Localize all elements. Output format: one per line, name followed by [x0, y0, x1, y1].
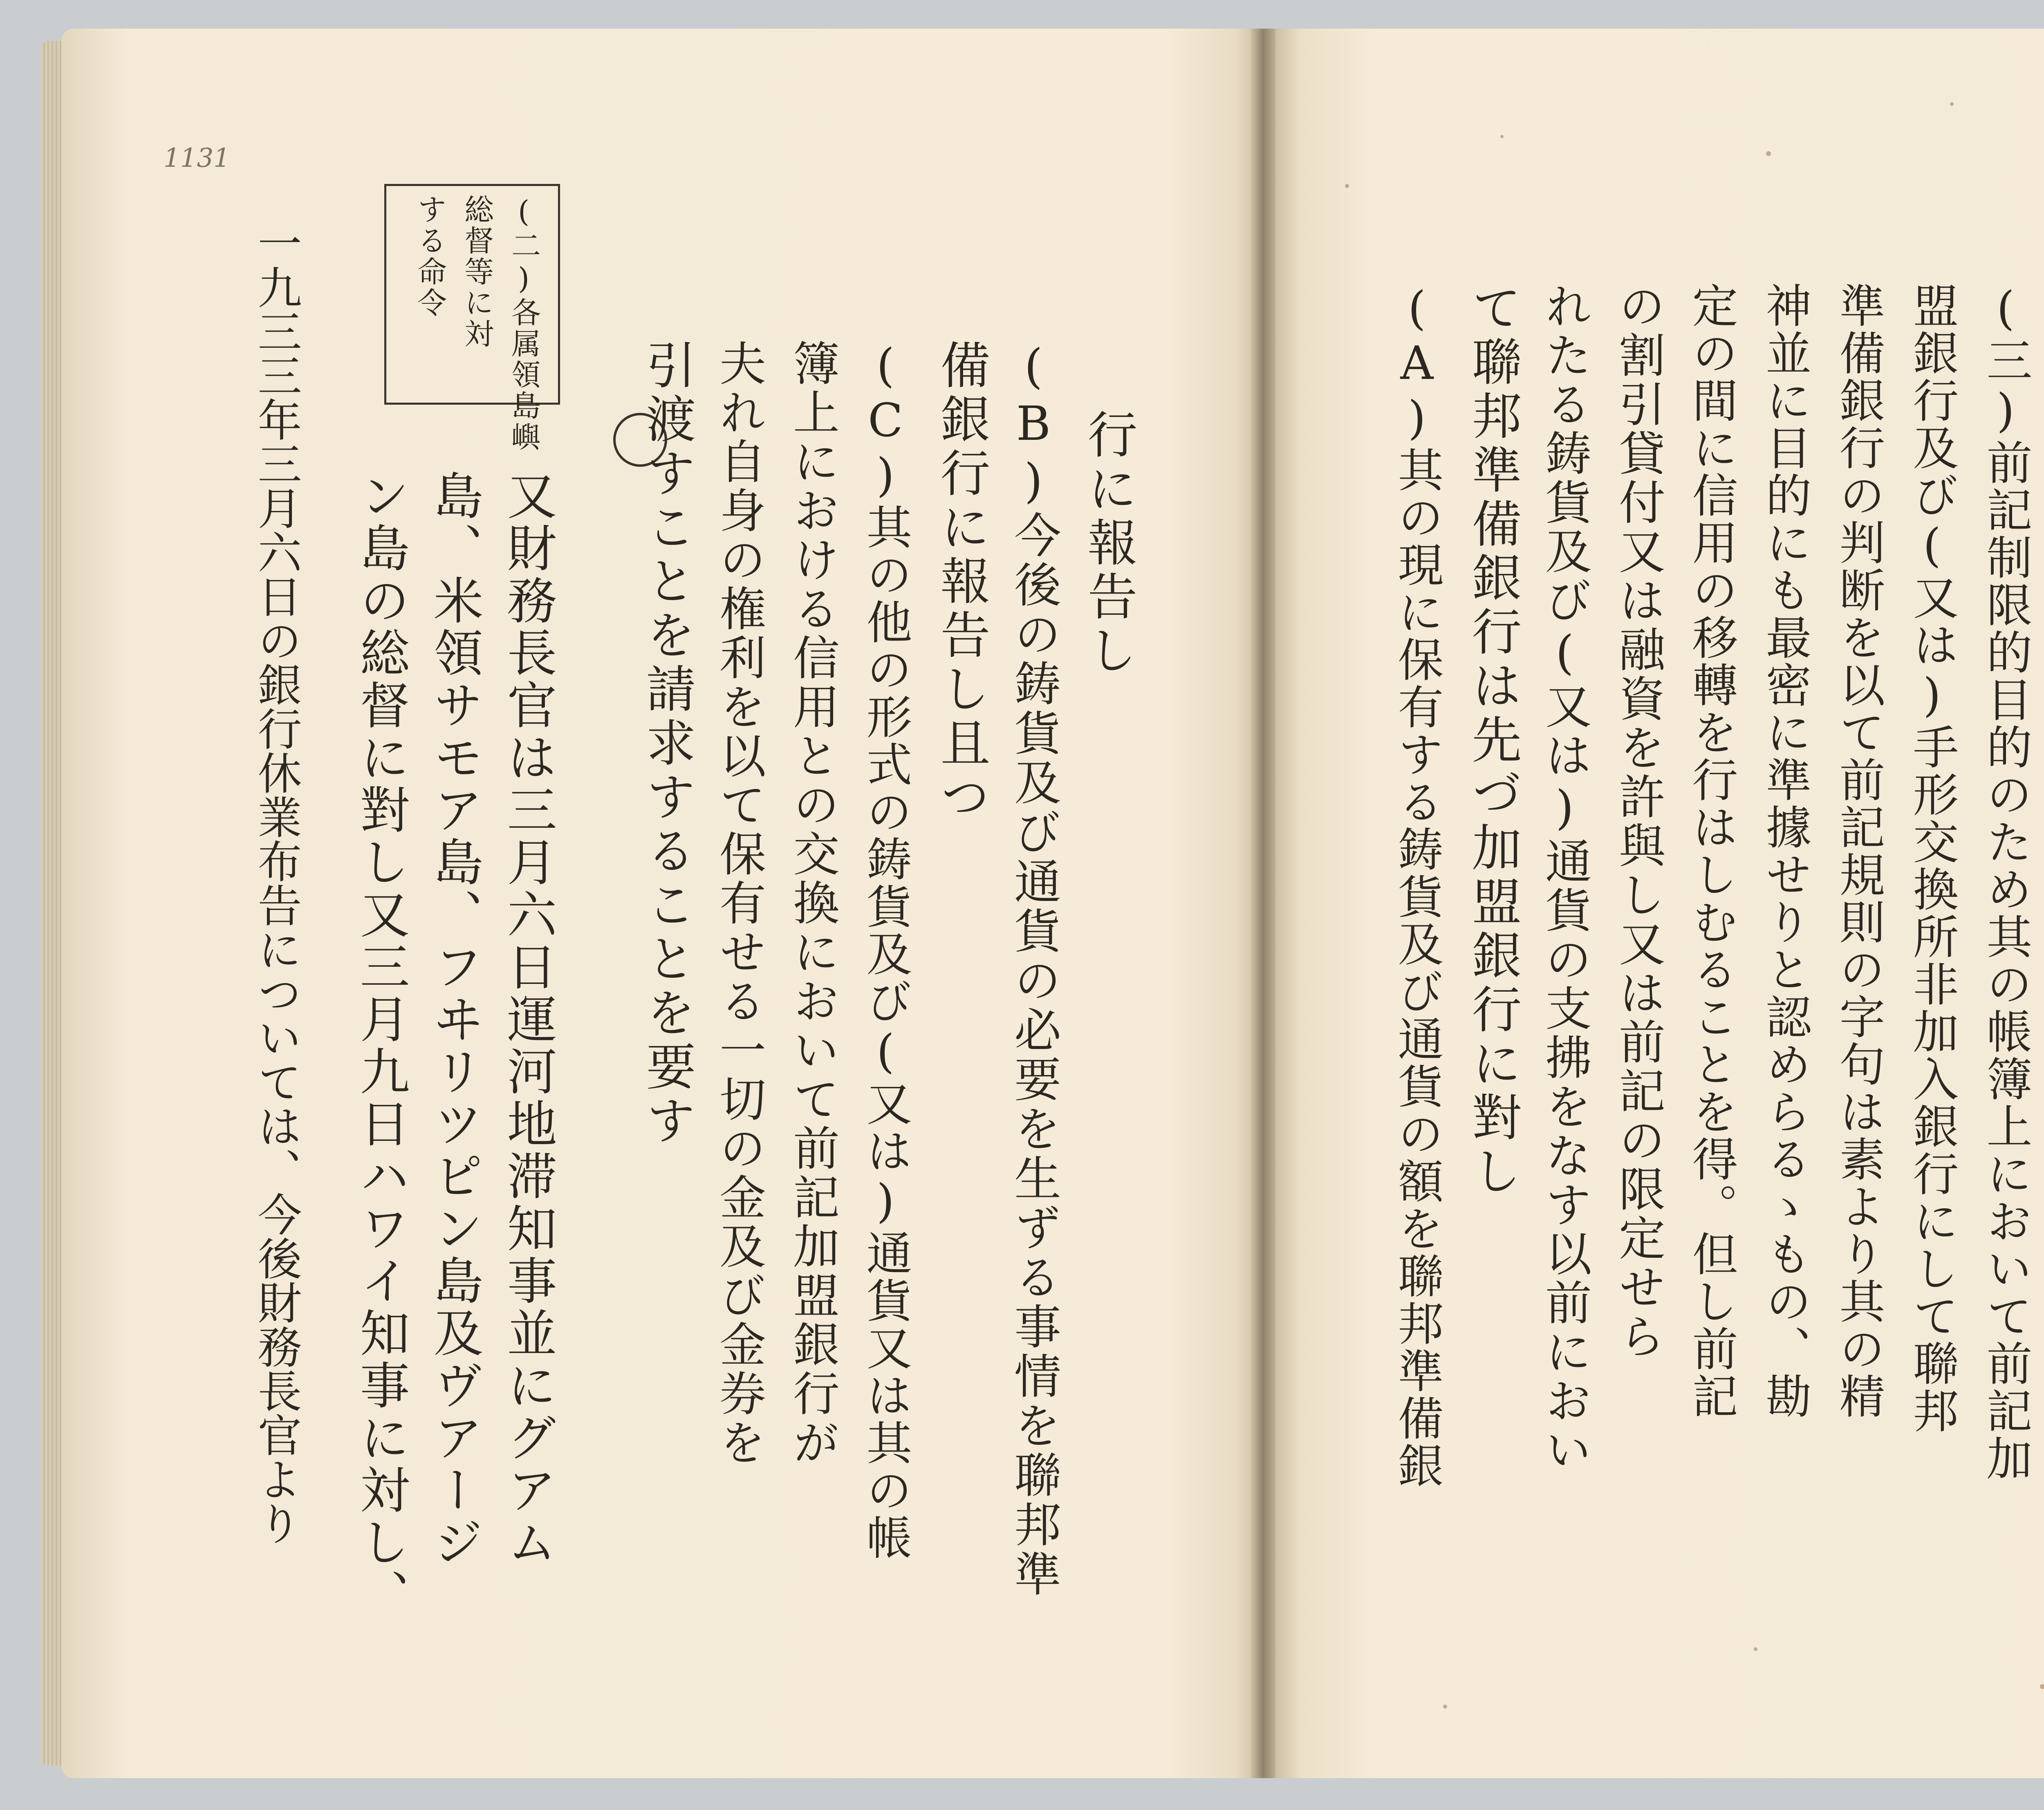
- text-column: ン島の総督に對し又三月九日ハワイ知事に対し、: [352, 470, 410, 1621]
- foxing-spot: [1950, 102, 1954, 106]
- section-heading-line: (二)各属領島嶼: [507, 194, 541, 452]
- text-column: 盟銀行及び(又は)手形交換所非加入銀行にして聯邦: [1905, 282, 1959, 1435]
- text-column: れたる鋳貨及び(又は)通貨の支拂をなす以前におい: [1537, 282, 1592, 1475]
- text-column: 準備銀行の判断を以て前記規則の字句は素より其の精: [1832, 282, 1885, 1420]
- text-column: 又財務長官は三月六日運河地滞知事並にグアム: [499, 470, 557, 1569]
- right-page: [1271, 29, 2044, 1778]
- text-column: (A)其の現に保有する鋳貨及び通貨の額を聯邦準備銀: [1390, 282, 1443, 1490]
- section-heading-line: する命令: [412, 194, 447, 318]
- foxing-spot: [1500, 135, 1504, 138]
- foxing-spot: [1766, 151, 1771, 156]
- foxing-spot: [1345, 184, 1349, 188]
- foxing-spot: [1754, 1647, 1757, 1651]
- text-column: (三)前記制限的目的のため其の帳簿上において前記加: [1979, 282, 2032, 1482]
- text-column: 引渡すことを請求することを要す: [638, 339, 696, 1149]
- open-book: [61, 29, 2044, 1778]
- text-column: 神並に目的にも最密に準據せりと認めらるゝもの、勘: [1758, 282, 1811, 1420]
- text-column: 夫れ自身の権利を以て保有せる一切の金及び金券を: [712, 339, 766, 1467]
- left-page: [61, 29, 1259, 1778]
- foxing-spot: [1443, 1705, 1447, 1709]
- text-column: て聯邦準備銀行は先づ加盟銀行に對し: [1464, 282, 1522, 1199]
- text-column: (B)今後の鋳貨及び通貨の必要を生ずる事情を聯邦準: [1006, 339, 1061, 1599]
- section-heading-line: 総督等に対: [459, 194, 494, 349]
- text-column: 島、米領サモア島、フヰリツピン島及ヴアージ: [425, 470, 483, 1569]
- text-column: 備銀行に報告し且つ: [932, 339, 990, 825]
- section-heading-box: [384, 184, 560, 452]
- text-column: 簿上における信用との交換において前記加盟銀行が: [785, 339, 840, 1467]
- left-page-number: 1131: [164, 143, 230, 173]
- text-column: 一九三三年三月六日の銀行休業布告については、今後財務長官より: [250, 221, 301, 1545]
- text-column: 定の間に信用の移轉を行はしむることを得。但し前記: [1685, 282, 1738, 1420]
- text-column: (C)其の他の形式の鋳貨及び(又は)通貨又は其の帳: [859, 339, 912, 1561]
- foxing-spot: [2040, 1684, 2044, 1689]
- text-column: の割引貸付又は融資を許與し又は前記の限定せら: [1611, 282, 1665, 1361]
- text-column: 行に報告し: [1079, 409, 1137, 679]
- book-gutter: [1251, 29, 1275, 1778]
